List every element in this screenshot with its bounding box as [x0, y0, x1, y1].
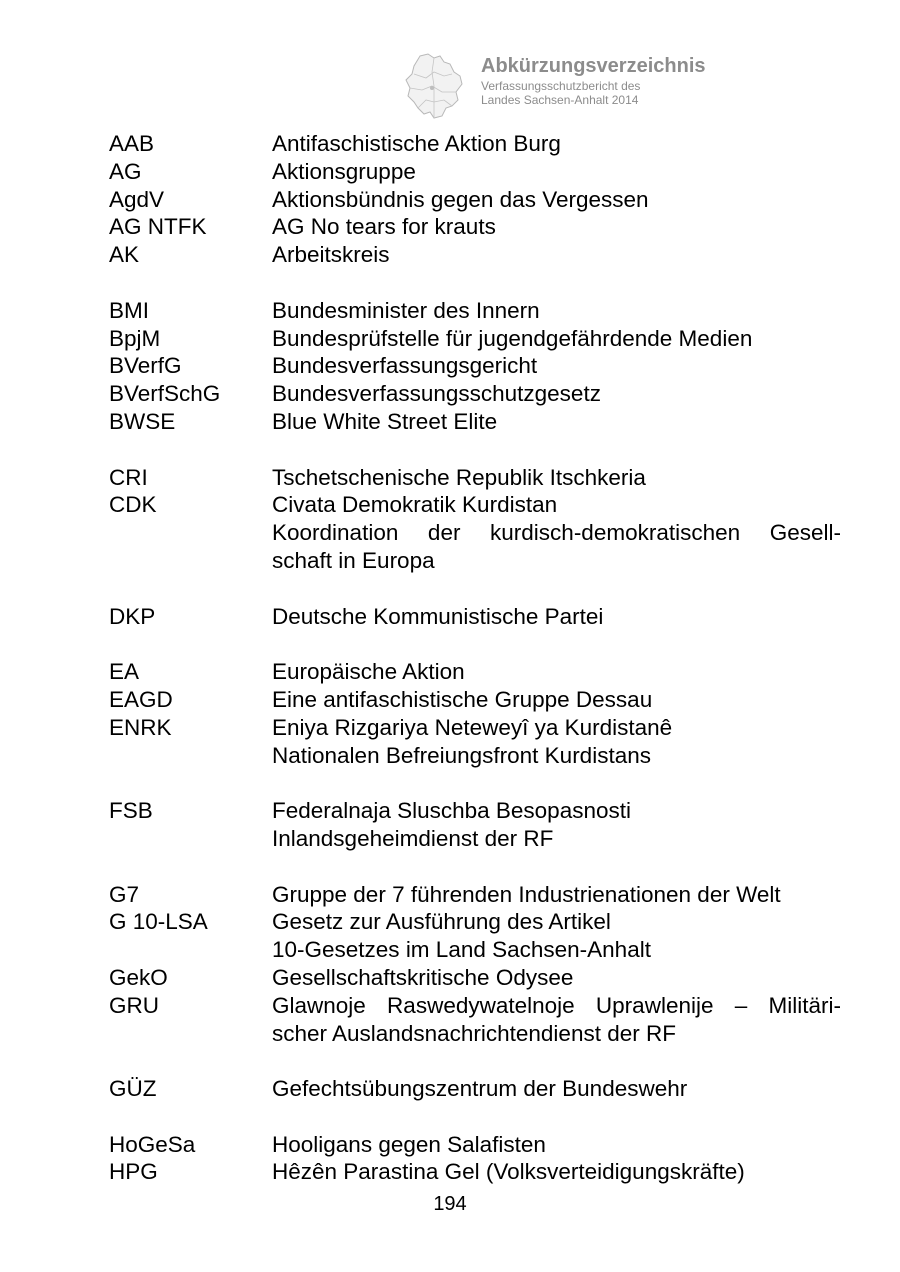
abbreviation-definition	[272, 297, 841, 325]
abbreviation-definition	[272, 1075, 841, 1103]
definition-line: Glawnoje Raswedywatelnoje Uprawlenije – Militäri-	[272, 992, 841, 1018]
header-title: Abkürzungsverzeichnis	[481, 55, 706, 77]
abbreviation-entry	[109, 241, 841, 269]
header-subtitle-line1: Verfassungsschutzbericht des	[481, 79, 641, 93]
abbreviation-entry	[109, 964, 841, 992]
abbreviation-term: FSB	[109, 798, 153, 824]
definition-line: Arbeitskreis	[272, 242, 390, 268]
abbreviation-definition	[272, 464, 841, 492]
definition-line: Gruppe der 7 führenden Industrienationen der Welt	[272, 881, 781, 907]
abbreviation-term: AG	[109, 158, 142, 184]
abbreviation-entry	[109, 1131, 841, 1159]
abbreviation-term: BMI	[109, 297, 150, 323]
abbreviation-entry	[109, 908, 841, 964]
page-number: 194	[433, 1193, 467, 1215]
definition-line: Federalnaja Sluschba Besopasnosti	[272, 798, 631, 824]
abbreviation-definition	[272, 241, 841, 269]
abbreviation-term: BpjM	[109, 325, 161, 351]
definition-line: Bundesverfassungsschutzgesetz	[272, 381, 601, 407]
abbreviation-entry	[109, 797, 841, 853]
definition-line: Blue White Street Elite	[272, 408, 498, 434]
page-header	[404, 52, 744, 122]
abbreviation-term: EA	[109, 659, 140, 685]
abbreviation-definition	[272, 130, 841, 158]
abbreviation-definition	[272, 158, 841, 186]
abbreviation-entry	[109, 881, 841, 909]
definition-line: AG No tears for krauts	[272, 214, 496, 240]
abbreviation-term: GRU	[109, 992, 159, 1018]
abbreviation-entry	[109, 686, 841, 714]
definition-line: Deutsche Kommunistische Partei	[272, 603, 604, 629]
definition-line: Bundesprüfstelle für jugendgefährdende Medien	[272, 325, 753, 351]
abbreviation-term: DKP	[109, 603, 156, 629]
abbreviation-term: CRI	[109, 464, 148, 490]
abbreviation-definition	[272, 325, 841, 353]
abbreviation-term: G7	[109, 881, 140, 907]
abbreviation-entry	[109, 992, 841, 1048]
abbreviation-entry	[109, 352, 841, 380]
abbreviation-definition	[272, 491, 841, 574]
definition-line: Civata Demokratik Kurdistan	[272, 492, 558, 518]
definition-line: Europäische Aktion	[272, 659, 465, 685]
abbreviation-definition	[272, 992, 841, 1048]
abbreviation-entry	[109, 1158, 841, 1186]
definition-line: Aktionsbündnis gegen das Vergessen	[272, 186, 649, 212]
abbreviation-definition	[272, 908, 841, 964]
abbreviation-term: EAGD	[109, 686, 173, 712]
definition-line: Gesetz zur Ausführung des Artikel	[272, 909, 611, 935]
abbreviation-entry	[109, 491, 841, 574]
abbreviation-entry	[109, 714, 841, 770]
abbreviation-entry	[109, 325, 841, 353]
abbreviation-entry	[109, 130, 841, 158]
definition-line: schaft in Europa	[272, 547, 435, 573]
abbreviation-definition	[272, 1158, 841, 1186]
abbreviation-definition	[272, 797, 841, 853]
definition-line: Hooligans gegen Salafisten	[272, 1131, 546, 1157]
abbreviation-term: HPG	[109, 1159, 158, 1185]
abbreviation-definition	[272, 658, 841, 686]
abbreviation-definition	[272, 714, 841, 770]
abbreviation-entry	[109, 158, 841, 186]
abbreviation-entry	[109, 213, 841, 241]
definition-line: Hêzên Parastina Gel (Volksverteidigungskräfte)	[272, 1159, 745, 1185]
definition-line: Bundesminister des Innern	[272, 297, 540, 323]
definition-line: scher Auslandsnachrichtendienst der RF	[272, 1020, 676, 1046]
abbreviation-entry	[109, 1075, 841, 1103]
saxony-anhalt-map-icon	[404, 52, 466, 120]
abbreviation-term: CDK	[109, 492, 157, 518]
abbreviation-list	[109, 130, 841, 1186]
abbreviation-entry	[109, 408, 841, 436]
abbreviation-term: BVerfSchG	[109, 381, 221, 407]
definition-line: Koordination der kurdisch-demokratischen Gesell-	[272, 520, 841, 546]
definition-line: Eine antifaschistische Gruppe Dessau	[272, 686, 653, 712]
abbreviation-term: HoGeSa	[109, 1131, 196, 1157]
abbreviation-entry	[109, 658, 841, 686]
abbreviation-term: G 10-LSA	[109, 909, 208, 935]
abbreviation-entry	[109, 464, 841, 492]
abbreviation-definition	[272, 186, 841, 214]
abbreviation-term: BWSE	[109, 408, 176, 434]
abbreviation-term: AgdV	[109, 186, 165, 212]
abbreviation-term: AK	[109, 242, 140, 268]
abbreviation-definition	[272, 686, 841, 714]
abbreviation-term: BVerfG	[109, 353, 182, 379]
abbreviation-term: AG NTFK	[109, 214, 207, 240]
abbreviation-term: GÜZ	[109, 1076, 157, 1102]
abbreviation-definition	[272, 603, 841, 631]
definition-line: Aktionsgruppe	[272, 158, 416, 184]
abbreviation-definition	[272, 352, 841, 380]
abbreviation-definition	[272, 408, 841, 436]
abbreviation-term: GekO	[109, 964, 168, 990]
abbreviation-entry	[109, 186, 841, 214]
abbreviation-term: AAB	[109, 131, 155, 156]
definition-line: 10-Gesetzes im Land Sachsen-Anhalt	[272, 937, 651, 963]
abbreviation-entry	[109, 297, 841, 325]
abbreviation-term: ENRK	[109, 714, 172, 740]
abbreviation-definition	[272, 213, 841, 241]
abbreviation-entry	[109, 380, 841, 408]
header-subtitle-line2: Landes Sachsen-Anhalt 2014	[481, 93, 639, 107]
definition-line: Inlandsgeheimdienst der RF	[272, 825, 554, 851]
definition-line: Gefechtsübungszentrum der Bundeswehr	[272, 1076, 688, 1102]
definition-line: Bundesverfassungsgericht	[272, 353, 538, 379]
abbreviation-definition	[272, 380, 841, 408]
definition-line: Eniya Rizgariya Neteweyî ya Kurdistanê	[272, 714, 673, 740]
abbreviation-entry	[109, 603, 841, 631]
abbreviation-definition	[272, 881, 841, 909]
abbreviation-definition	[272, 964, 841, 992]
definition-line: Nationalen Befreiungsfront Kurdistans	[272, 742, 651, 768]
definition-line: Gesellschaftskritische Odysee	[272, 964, 574, 990]
abbreviation-definition	[272, 1131, 841, 1159]
definition-line: Tschetschenische Republik Itschkeria	[272, 464, 646, 490]
definition-line: Antifaschistische Aktion Burg	[272, 131, 561, 156]
